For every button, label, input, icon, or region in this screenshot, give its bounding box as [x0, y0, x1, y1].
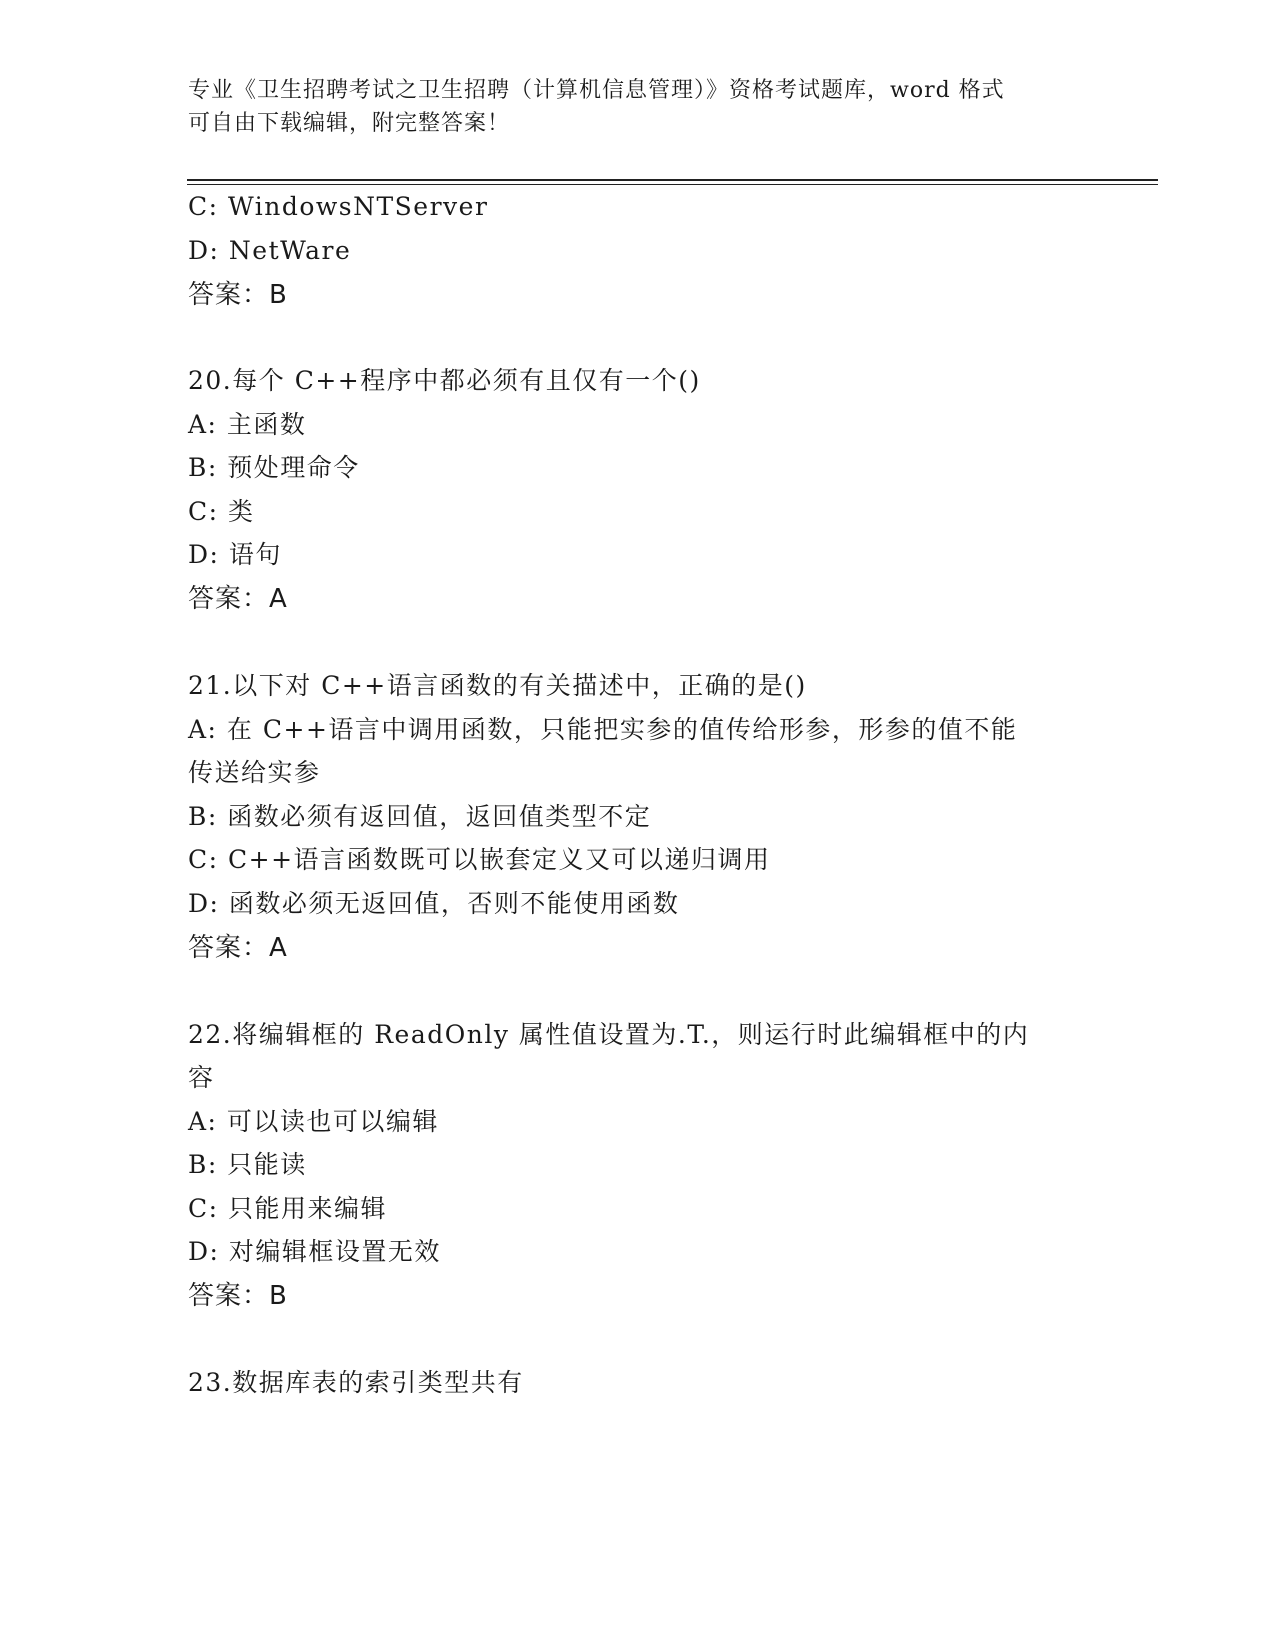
header-line-2: 可自由下载编辑，附完整答案！	[188, 111, 511, 136]
option-a-continued: 传送给实参	[188, 758, 321, 787]
option-b: B: 预处理命令	[188, 453, 360, 482]
header-line-1: 专业《卫生招聘考试之卫生招聘（计算机信息管理）》资格考试题库，word 格式	[188, 78, 1005, 103]
option-c: C: 类	[188, 497, 255, 526]
option-b: B: 只能读	[188, 1150, 307, 1179]
option-c: C: 只能用来编辑	[188, 1194, 387, 1223]
question-text: 21.以下对 C++语言函数的有关描述中，正确的是()	[188, 671, 807, 700]
option-c: C: C++语言函数既可以嵌套定义又可以递归调用	[188, 845, 771, 874]
option-d: D: 语句	[188, 540, 282, 569]
option-a: A: 可以读也可以编辑	[188, 1107, 439, 1136]
answer-line: 答案：A	[188, 933, 288, 963]
option-d: D: 对编辑框设置无效	[188, 1237, 441, 1266]
option-d: D: 函数必须无返回值，否则不能使用函数	[188, 889, 680, 918]
header-divider-thick	[187, 179, 1158, 181]
option-d: D: NetWare	[188, 236, 352, 265]
question-text: 22.将编辑框的 ReadOnly 属性值设置为.T.，则运行时此编辑框中的内	[188, 1020, 1030, 1049]
question-text-continued: 容	[188, 1063, 215, 1092]
option-a: A: 主函数	[188, 410, 307, 439]
question-text: 20.每个 C++程序中都必须有且仅有一个()	[188, 366, 701, 395]
answer-line: 答案：B	[188, 1281, 288, 1311]
header-divider-thin	[187, 184, 1158, 185]
document-header	[188, 74, 1068, 140]
option-c: C: WindowsNTServer	[188, 192, 489, 221]
answer-line: 答案：A	[188, 584, 288, 614]
option-b: B: 函数必须有返回值，返回值类型不定	[188, 802, 652, 831]
question-text: 23.数据库表的索引类型共有	[188, 1368, 524, 1397]
option-a: A: 在 C++语言中调用函数，只能把实参的值传给形参，形参的值不能	[188, 715, 1018, 744]
answer-line: 答案：B	[188, 280, 288, 310]
